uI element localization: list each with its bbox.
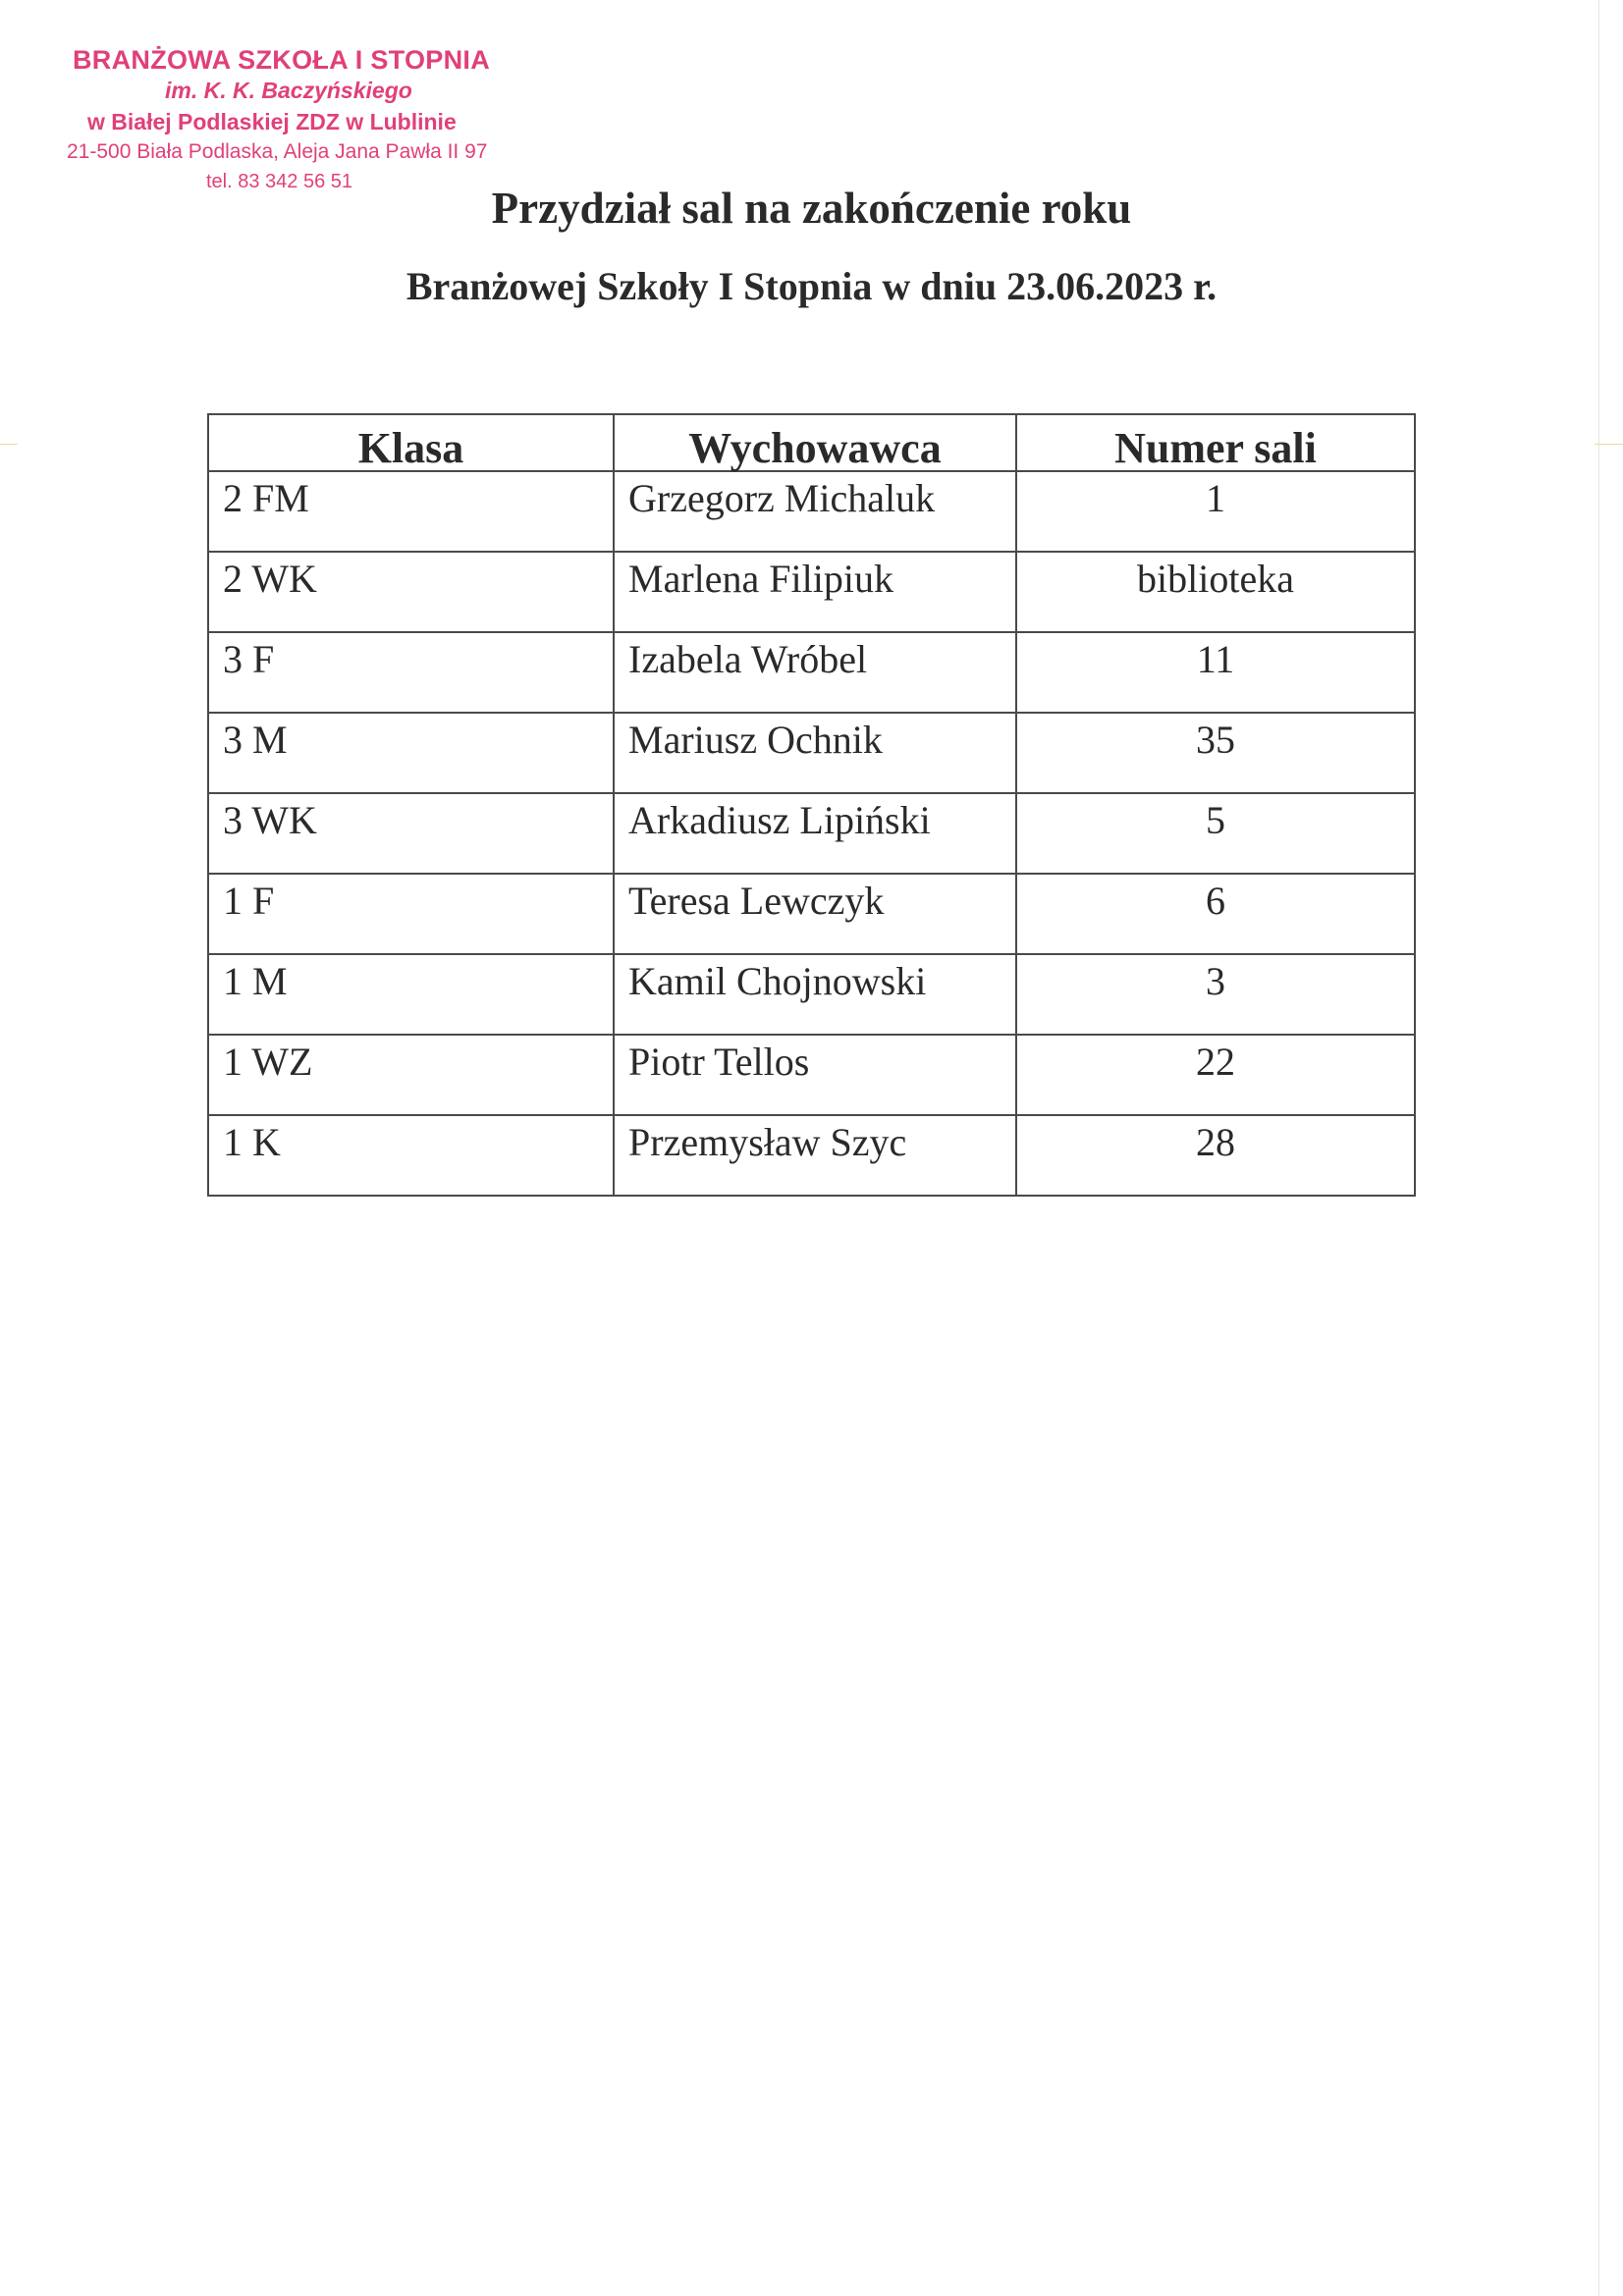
cell-class: 1 M: [208, 954, 614, 1035]
cell-room: 22: [1016, 1035, 1415, 1115]
cell-class: 2 FM: [208, 471, 614, 552]
table-header-row: [208, 414, 1415, 471]
stamp-phone: tel. 83 342 56 51: [206, 171, 353, 192]
table-row: [208, 1035, 1415, 1115]
cell-room: 35: [1016, 713, 1415, 793]
stamp-school-name: BRANŻOWA SZKOŁA I STOPNIA: [73, 45, 490, 75]
header-room-number: Numer sali: [1016, 414, 1415, 471]
cell-room: 1: [1016, 471, 1415, 552]
stamp-patron: im. K. K. Baczyńskiego: [165, 78, 412, 103]
cell-class: 1 F: [208, 874, 614, 954]
cell-teacher: Teresa Lewczyk: [614, 874, 1016, 954]
table-row: [208, 954, 1415, 1035]
cell-teacher: Izabela Wróbel: [614, 632, 1016, 713]
table-row: [208, 1115, 1415, 1196]
cell-teacher: Przemysław Szyc: [614, 1115, 1016, 1196]
cell-teacher: Kamil Chojnowski: [614, 954, 1016, 1035]
table-row: [208, 713, 1415, 793]
cell-teacher: Grzegorz Michaluk: [614, 471, 1016, 552]
table-row: [208, 471, 1415, 552]
cell-class: 2 WK: [208, 552, 614, 632]
cell-room: 11: [1016, 632, 1415, 713]
cell-class: 3 WK: [208, 793, 614, 874]
table-row: [208, 552, 1415, 632]
cell-teacher: Piotr Tellos: [614, 1035, 1016, 1115]
scan-edge-line: [1598, 0, 1599, 2296]
cell-teacher: Mariusz Ochnik: [614, 713, 1016, 793]
table-row: [208, 874, 1415, 954]
cell-room: 28: [1016, 1115, 1415, 1196]
header-teacher: Wychowawca: [614, 414, 1016, 471]
cell-room: 6: [1016, 874, 1415, 954]
stamp-location: w Białej Podlaskiej ZDZ w Lublinie: [87, 109, 457, 134]
header-class: Klasa: [208, 414, 614, 471]
cell-class: 3 M: [208, 713, 614, 793]
scan-margin-mark-right: [1595, 444, 1623, 445]
table-row: [208, 632, 1415, 713]
page-subtitle: Branżowej Szkoły I Stopnia w dniu 23.06.2023 r.: [406, 264, 1217, 308]
cell-class: 1 WZ: [208, 1035, 614, 1115]
stamp-address: 21-500 Biała Podlaska, Aleja Jana Pawła II 97: [67, 140, 488, 163]
table-row: [208, 793, 1415, 874]
cell-teacher: Arkadiusz Lipiński: [614, 793, 1016, 874]
cell-teacher: Marlena Filipiuk: [614, 552, 1016, 632]
cell-class: 1 K: [208, 1115, 614, 1196]
cell-class: 3 F: [208, 632, 614, 713]
scan-margin-mark-left: [0, 444, 18, 445]
page-title: Przydział sal na zakończenie roku: [491, 184, 1132, 233]
cell-room: biblioteka: [1016, 552, 1415, 632]
cell-room: 3: [1016, 954, 1415, 1035]
cell-room: 5: [1016, 793, 1415, 874]
room-assignment-table: [207, 413, 1416, 1197]
